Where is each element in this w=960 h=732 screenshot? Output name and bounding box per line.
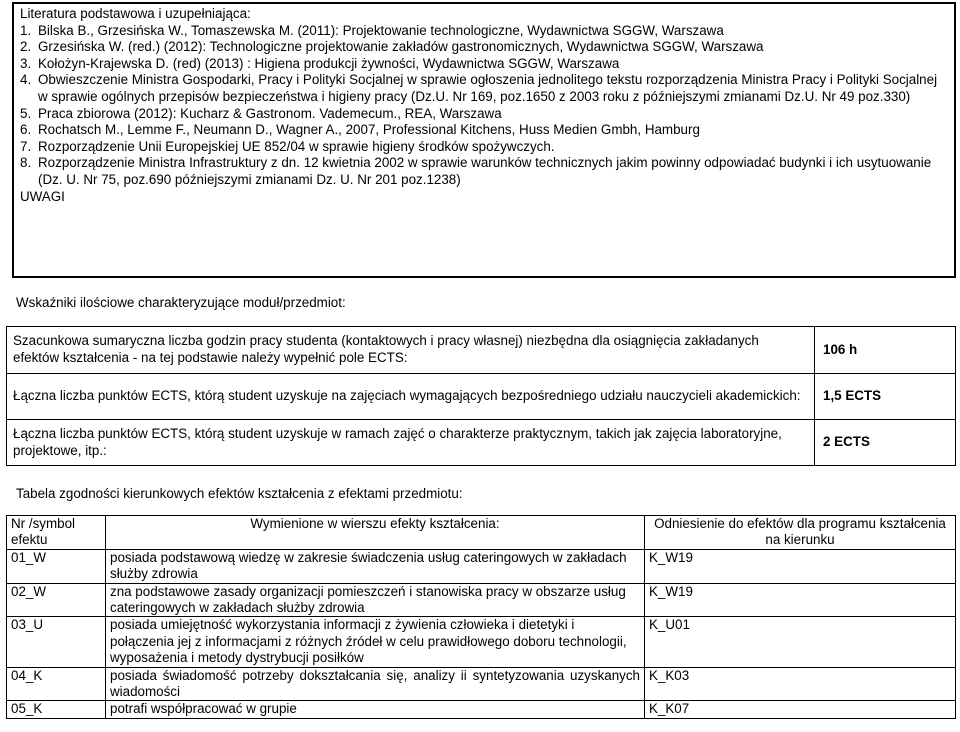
effect-reference: K_K07 bbox=[645, 701, 956, 718]
literature-list bbox=[20, 23, 948, 189]
effect-code: 05_K bbox=[7, 701, 106, 718]
literature-item-text: Kołożyn-Krajewska D. (red) (2013) : Higiena produkcji żywności, Wydawnictwa SGGW, Warszawa bbox=[38, 55, 620, 71]
literature-item-text: Rochatsch M., Lemme F., Neumann D., Wagner A., 2007, Professional Kitchens, Huss Medien Gmbh, Hamburg bbox=[38, 122, 700, 138]
header-description: Wymienione w wierszu efekty kształcenia: bbox=[106, 516, 645, 550]
ects-row bbox=[7, 420, 956, 466]
effects-table bbox=[6, 515, 956, 719]
literature-item-number: 8. bbox=[20, 155, 32, 171]
effect-reference: K_K03 bbox=[645, 667, 956, 701]
literature-item-text: Rozporządzenie Ministra Infrastruktury z dn. 12 kwietnia 2002 w sprawie warunków technicznych jakim powinny odpowiadać budynki i ich usytuowanie (Dz. U. Nr 75, poz.690 późniejszymi zmianami Dz. U. Nr 201 poz.1238) bbox=[38, 155, 932, 187]
ects-table bbox=[6, 326, 956, 466]
literature-heading: Literatura podstawowa i uzupełniająca: bbox=[20, 6, 251, 21]
effects-header-row bbox=[7, 516, 956, 550]
table-row bbox=[7, 667, 956, 701]
literature-item-number: 3. bbox=[20, 55, 32, 71]
ects-row bbox=[7, 374, 956, 420]
literature-item bbox=[20, 139, 948, 156]
literature-item bbox=[20, 56, 948, 73]
effect-reference: K_W19 bbox=[645, 583, 956, 617]
effects-title: Tabela zgodności kierunkowych efektów kształcenia z efektami przedmiotu: bbox=[16, 486, 463, 501]
literature-item-number: 5. bbox=[20, 105, 32, 121]
ects-label: Łączna liczba punktów ECTS, którą student uzyskuje w ramach zajęć o charakterze praktycznym, takich jak zajęcia laboratoryjne, projektowe, itp.: bbox=[7, 420, 815, 466]
literature-item bbox=[20, 155, 948, 188]
literature-item-number: 6. bbox=[20, 122, 32, 138]
ects-value: 1,5 ECTS bbox=[815, 374, 956, 420]
literature-item bbox=[20, 122, 948, 139]
effect-description: posiada umiejętność wykorzystania informacji z żywienia człowieka i dietetyki i połączenia jej z informacjami z różnych źródeł w celu prawidłowego doboru technologii, wyposażenia i metody dystrybucji posiłków bbox=[106, 617, 645, 667]
literature-item-text: Grzesińska W. (red.) (2012): Technologiczne projektowanie zakładów gastronomicznych, Wydawnictwa SGGW, Warszawa bbox=[38, 39, 764, 55]
indicators-title: Wskaźniki ilościowe charakteryzujące moduł/przedmiot: bbox=[16, 295, 346, 310]
effect-code: 04_K bbox=[7, 667, 106, 701]
literature-item-number: 7. bbox=[20, 138, 32, 154]
table-row bbox=[7, 549, 956, 583]
table-row bbox=[7, 701, 956, 718]
literature-item-text: Obwieszczenie Ministra Gospodarki, Pracy i Polityki Socjalnej w sprawie ogłoszenia jednolitego tekstu rozporządzenia Ministra Pracy i Polityki Socjalnej w sprawie ogólnych przepisów bezpieczeństwa i higieny pracy (Dz.U. Nr 169, poz.1650 z 2003 roku z późniejszymi zmianami Dz.U. Nr 49 poz.330) bbox=[38, 72, 938, 104]
ects-label: Łączna liczba punktów ECTS, którą student uzyskuje na zajęciach wymagających bezpośredniego udziału nauczycieli akademickich: bbox=[7, 374, 815, 420]
effect-code: 02_W bbox=[7, 583, 106, 617]
remarks-label: UWAGI bbox=[20, 188, 65, 204]
literature-item bbox=[20, 23, 948, 40]
effect-code: 03_U bbox=[7, 617, 106, 667]
literature-item-text: Bilska B., Grzesińska W., Tomaszewska M. (2011): Projektowanie technologiczne, Wydawnictwa SGGW, Warszawa bbox=[38, 22, 724, 38]
header-symbol: Nr /symbol efektu bbox=[7, 516, 106, 550]
literature-item bbox=[20, 39, 948, 56]
effect-code: 01_W bbox=[7, 549, 106, 583]
ects-value: 2 ECTS bbox=[815, 420, 956, 466]
literature-item-number: 1. bbox=[20, 22, 32, 38]
ects-label: Szacunkowa sumaryczna liczba godzin pracy studenta (kontaktowych i pracy własnej) niezbędna dla osiągnięcia zakładanych efektów kształcenia - na tej podstawie należy wypełnić pole ECTS: bbox=[7, 327, 815, 374]
table-row bbox=[7, 583, 956, 617]
literature-item-text: Praca zbiorowa (2012): Kucharz & Gastronom. Vademecum., REA, Warszawa bbox=[38, 105, 502, 121]
effect-reference: K_U01 bbox=[645, 617, 956, 667]
literature-item-text: Rozporządzenie Unii Europejskiej UE 852/04 w sprawie higieny środków spożywczych. bbox=[38, 138, 555, 154]
effect-description: potrafi współpracować w grupie bbox=[106, 701, 645, 718]
literature-item bbox=[20, 106, 948, 123]
table-row bbox=[7, 617, 956, 667]
ects-row bbox=[7, 327, 956, 374]
effect-description: zna podstawowe zasady organizacji pomieszczeń i stanowiska pracy w obszarze usług cateringowych w zakładach służby zdrowia bbox=[106, 583, 645, 617]
effect-reference: K_W19 bbox=[645, 549, 956, 583]
literature-item-number: 2. bbox=[20, 39, 32, 55]
literature-item bbox=[20, 72, 948, 105]
header-reference: Odniesienie do efektów dla programu kształcenia na kierunku bbox=[645, 516, 956, 550]
ects-value: 106 h bbox=[815, 327, 956, 374]
literature-box bbox=[12, 2, 956, 278]
literature-item-number: 4. bbox=[20, 72, 32, 88]
effect-description: posiada podstawową wiedzę w zakresie świadczenia usług cateringowych w zakładach służby zdrowia bbox=[106, 549, 645, 583]
effect-description: posiada świadomość potrzeby dokształcania się, analizy ii syntetyzowania uzyskanych wiadomości bbox=[106, 667, 645, 701]
